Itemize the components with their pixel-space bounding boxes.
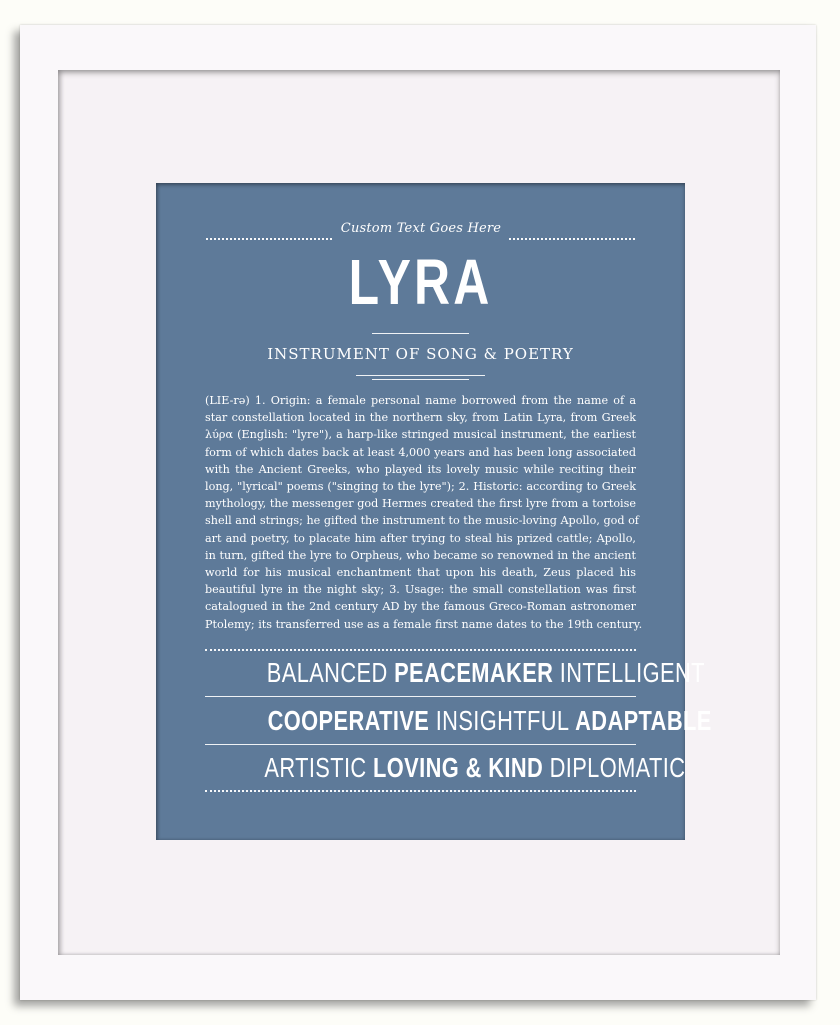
lower-rule-2 <box>372 379 469 380</box>
definition-line: world for his musical enchantment that upon his death, Zeus placed his <box>205 566 636 580</box>
definition-line: λύρα (English: "lyre"), a harp-like stringed musical instrument, the earliest <box>205 428 636 442</box>
name-title: LYRA <box>348 246 493 318</box>
definition-line: beautiful lyre in the night sky; 3. Usage: the small constellation was first <box>205 583 636 597</box>
custom-text: Custom Text Goes Here <box>340 221 502 236</box>
trait-word: ARTISTIC <box>264 752 367 783</box>
trait-word: DIPLOMATIC <box>549 752 686 783</box>
right-dotted-rule <box>509 238 635 240</box>
trait-row-2 <box>205 705 712 737</box>
definition-line: shell and strings; he gifted the instrument to the music-loving Apollo, god of <box>205 514 639 528</box>
trait-word: PEACEMAKER <box>394 657 554 688</box>
definition-line: art and poetry, to placate him after trying to steal his prized cattle; Apollo, <box>205 531 636 545</box>
lower-rule-1 <box>356 375 485 376</box>
trait-divider-2 <box>205 744 636 745</box>
trait-word: LOVING & KIND <box>373 752 544 783</box>
definition-line: star constellation located in the northern sky, from Latin Lyra, from Greek <box>205 411 636 425</box>
definition-line: (LIE-rə) 1. Origin: a female personal name borrowed from the name of a <box>205 394 636 407</box>
definition-line: form of which dates back at least 4,000 years and has been long associated <box>205 445 636 459</box>
trait-word: ADAPTABLE <box>575 705 712 736</box>
name-meaning: INSTRUMENT OF SONG & POETRY <box>267 345 574 363</box>
trait-word: BALANCED <box>266 657 388 688</box>
trait-word: COOPERATIVE <box>267 705 430 736</box>
traits-top-dotted-rule <box>205 649 636 651</box>
definition-line: mythology, the messenger god Hermes created the first lyre from a tortoise <box>205 497 636 511</box>
trait-word: INSIGHTFUL <box>435 705 569 736</box>
traits-bottom-dotted-rule <box>205 790 636 792</box>
definition-text <box>205 392 643 633</box>
left-dotted-rule <box>206 238 332 240</box>
definition-line: Ptolemy; its transferred use as a female first name dates to the 19th century. <box>205 617 643 631</box>
name-print <box>156 183 712 840</box>
trait-row-3 <box>205 752 686 784</box>
trait-word: INTELLIGENT <box>559 657 705 688</box>
upper-rule <box>372 333 469 334</box>
definition-line: long, "lyrical" poems ("singing to the lyre"); 2. Historic: according to Greek <box>205 480 636 494</box>
definition-line: with the Ancient Greeks, who played its lovely music while reciting their <box>205 462 636 476</box>
definition-line: catalogued in the 2nd century AD by the famous Greco-Roman astronomer <box>205 600 636 614</box>
definition-line: in turn, gifted the lyre to Orpheus, who became so renowned in the ancient <box>205 548 636 562</box>
trait-divider-1 <box>205 696 636 697</box>
trait-row-1 <box>205 657 705 689</box>
